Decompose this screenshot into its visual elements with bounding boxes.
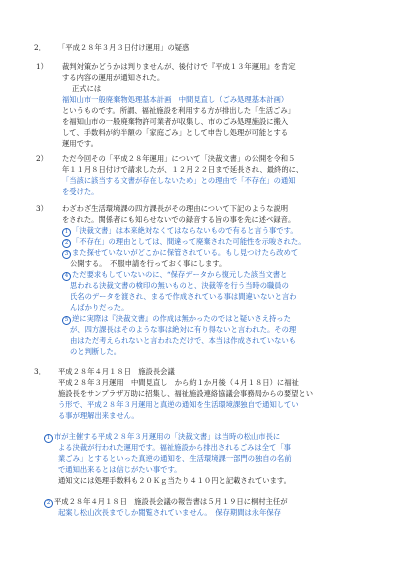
text-line: わざわざ生活環境課の四方課長がその理由について下記のような説明 <box>62 204 289 213</box>
paragraph-number: 1） <box>36 62 48 71</box>
text-line: 由はただ考えられないと言われただけで、本当は作成されていないも <box>70 336 297 345</box>
text-line: というものです。所謂、福祉施設を利用する方が排出した「生活ごみ」 <box>62 106 295 115</box>
text-line: 運用です。 <box>62 139 98 148</box>
section-number: 3． <box>34 367 46 376</box>
list-item <box>62 226 298 237</box>
text-line: 氏名のデータを渡され、まるで作成されている事は間違いないと言わ <box>70 292 297 301</box>
item-text: また探せていないがどこかに保管されている。もし見つけたら改めて <box>72 248 299 257</box>
text-line: で通知出来るとは信じがたい事です。 <box>58 465 182 474</box>
highlighted-line: う形で、平成２８年３月運用と真逆の通知を生活環境課独自で通知してい <box>58 400 299 409</box>
item-text: 市が主催する平成２８年３月運用の「決裁文書」は当時の松山市長に <box>54 432 281 441</box>
item-text: ただ要求もしていないのに、“保存データから復元した該当文書と <box>72 270 288 279</box>
highlighted-line: 「当該に該当する文書が存在しないため」との理由で「不存在」の通知 <box>62 176 296 185</box>
item-marker: 5 <box>62 316 71 325</box>
text-line: ただ今回その「平成２８年運用」について「決裁文書」の公開を令和５ <box>62 154 296 163</box>
paragraph-number: 3） <box>36 204 48 213</box>
item-text: 「決裁文書」は本来絶対なくてはならないもので有ると言う事です。 <box>72 226 298 235</box>
item-text: 逆に実際は『決裁文書』の作成は無かったのではと疑いさえ持った <box>72 314 291 323</box>
text-line: を福知山市の一般廃棄物許可業者が収集し、市のごみ処理施設に搬入 <box>62 117 289 126</box>
highlighted-line: を受けた。 <box>62 187 99 196</box>
list-item <box>62 270 287 281</box>
list-item <box>62 248 298 259</box>
section-heading: 平成２８年４月１８日 施設長会議 <box>58 367 175 376</box>
text-line: 起案し松山次長までしか閲覧されていません。 保存期間は永年保存 <box>58 508 281 517</box>
text-line: 正式には <box>72 84 102 93</box>
item-marker: 1 <box>62 228 71 237</box>
list-item <box>62 314 291 325</box>
highlighted-line: 福知山市一般廃棄物処理基本計画 中間見直し（ごみ処理基本計画） <box>62 95 289 104</box>
item-marker: 1 <box>44 434 53 443</box>
text-line: 裁判対策かどうかは判りませんが、後付けで『平成１３年運用』を肯定 <box>62 62 296 71</box>
text-line: 業ごみ」とするといった真逆の通知を、生活環境課一部門の独自の名前 <box>58 454 292 463</box>
section-heading: 「平成２８年３月３日付け運用」の疑惑 <box>58 43 190 52</box>
highlighted-line: る事が理解出来ません。 <box>58 411 139 420</box>
item-text: 平成２８年４月１８日 施設長会議の報告書は５月１９日に桐村主任が <box>54 497 288 506</box>
text-line: のと判断した。 <box>70 347 122 356</box>
text-line: が、四方課長はそのような事は絶対に有り得ないと言われた。その理 <box>70 325 297 334</box>
text-line: 公開する。 不服申請を行っておく事にします。 <box>70 259 227 268</box>
text-line: 思われる決裁文書の検印の無いものと、決裁等を行う当時の職員の <box>70 281 289 290</box>
list-item <box>62 237 306 248</box>
text-line: をされた。関係者にも知らせないでの録音する旨の事を先に述べ録音。 <box>62 215 296 224</box>
text-line: 平成２８年３月運用 中間見直し から約１か月後（４月１８日）に福祉 <box>58 378 299 387</box>
item-marker: 4 <box>62 272 71 281</box>
text-line: して、手数料が約半額の「家庭ごみ」として申告し処理が可能とする <box>62 128 289 137</box>
item-marker: 3 <box>62 250 71 259</box>
item-marker: 2 <box>44 499 53 508</box>
list-item <box>44 432 280 443</box>
text-line: 施設長をサンプラザ万助に招集し、福祉施設連絡協議会事務局からの要望とい <box>58 389 314 398</box>
text-line: んばかりだった。 <box>70 303 129 312</box>
text-line: する内容の運用が通知された。 <box>62 73 165 82</box>
item-text: 「不存在」の理由としては、間違って廃棄された可能性を示唆された。 <box>72 237 306 246</box>
text-line: 通知文には処理手数料も２０Ｋｇ当たり４１０円と記載されています。 <box>58 476 291 485</box>
paragraph-number: 2） <box>36 154 48 163</box>
section-number: 2． <box>34 43 46 52</box>
list-item <box>44 497 288 508</box>
text-line: よる決裁が行われた運用です。福祉施設から排出されるごみは全て「事 <box>58 443 291 452</box>
text-line: 年１１月８日付けで請求したが、１２月２２日まで延長され、最終的に、 <box>62 165 304 174</box>
item-marker: 2 <box>62 239 71 248</box>
